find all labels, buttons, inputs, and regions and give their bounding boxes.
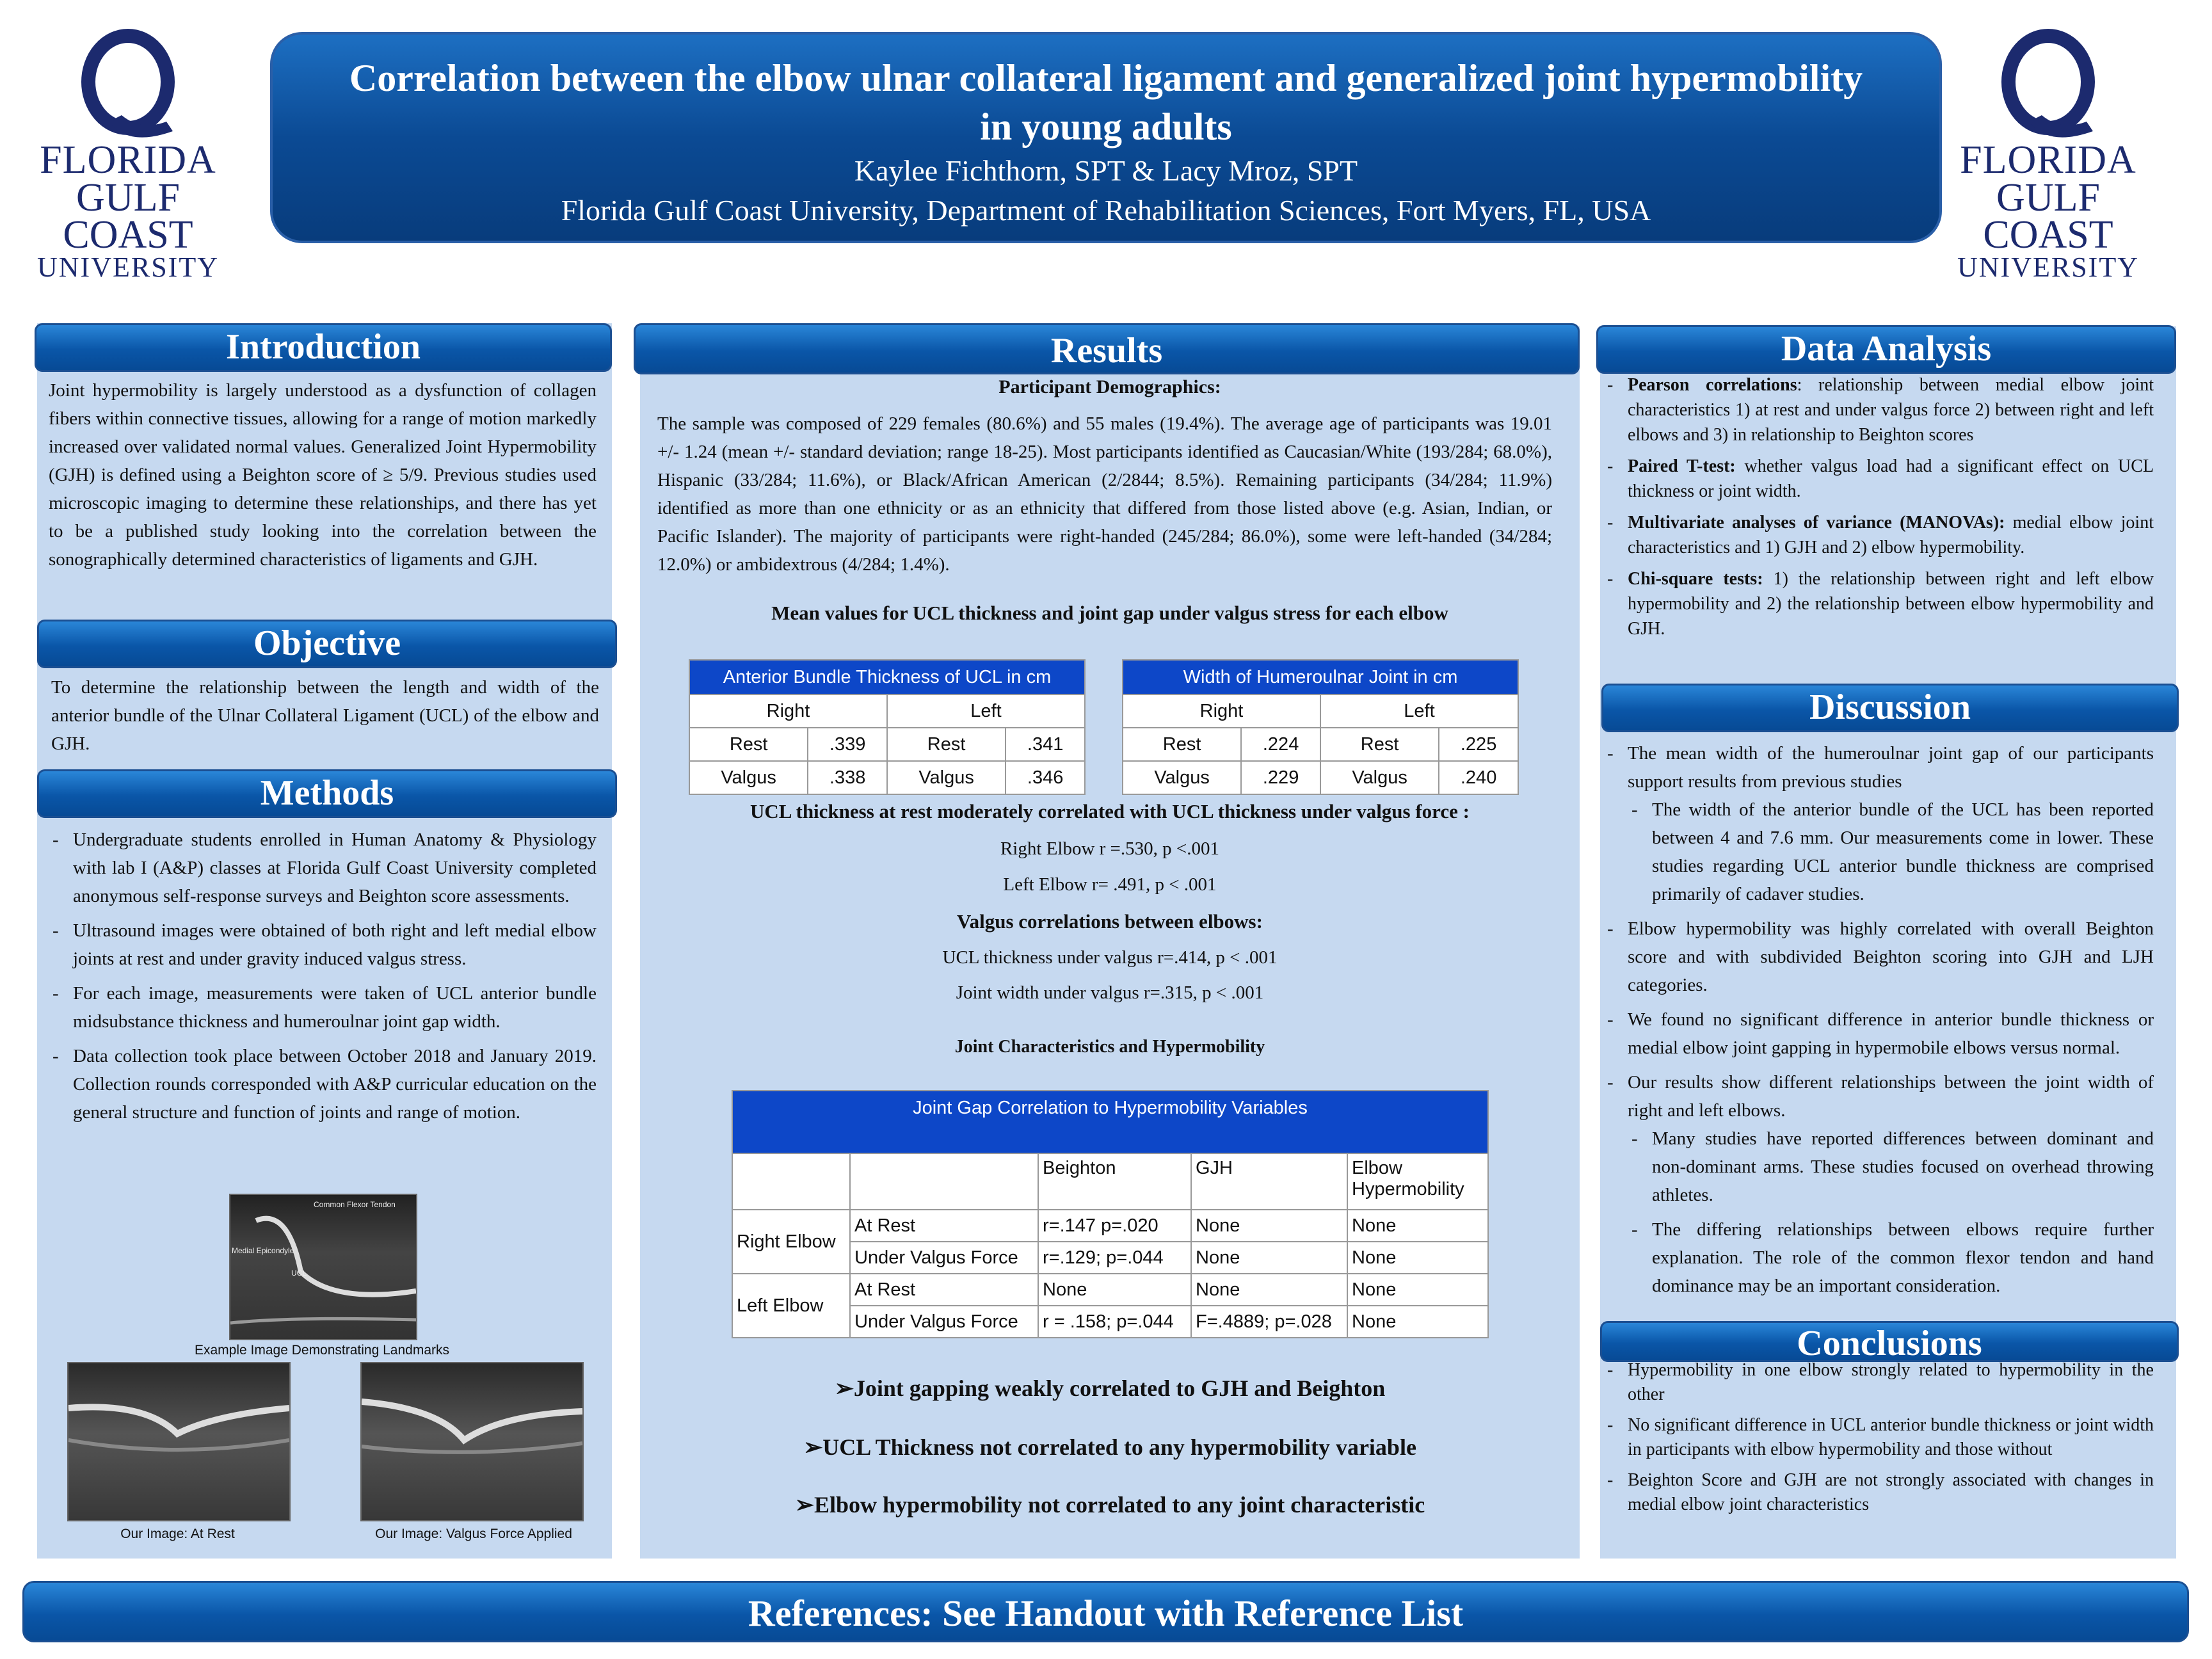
methods-heading: Methods [37,769,617,818]
finding-text: Elbow hypermobility not correlated to any joint characteristic [813,1492,1425,1518]
list-item [1603,373,2154,447]
methods-list [49,826,597,1126]
eagle-q-icon [1991,26,2106,141]
finding-text: UCL Thickness not correlated to any hypermobility variable [822,1434,1416,1460]
conclusions-list [1603,1358,2154,1517]
list-item: - We found no significant difference in anterior bundle thickness or medial elbow joint gapping in hypermobile elbows versus normal. [1603,1006,2154,1062]
joint-characteristics-heading: Joint Characteristics and Hypermobility [954,1037,1265,1057]
university-logo-right [1952,26,2144,283]
table-row [1123,728,1518,761]
table-cell: Under Valgus Force [850,1242,1038,1274]
data-analysis-heading: Data Analysis [1596,325,2176,374]
label-medial-epicondyle: Medial Epicondyle [232,1246,294,1255]
table-cell: Under Valgus Force [850,1306,1038,1338]
table-header: Elbow Hypermobility [1347,1153,1488,1210]
correlation-left: Left Elbow r= .491, p < .001 [1003,874,1217,895]
arrow-icon: ➢ [794,1492,814,1518]
list-item-bold: Pearson correlations [1628,375,1797,395]
objective-heading: Objective [37,620,617,668]
discussion-heading: Discussion [1601,684,2179,732]
list-item: - Elbow hypermobility was highly correlated with overall Beighton score and with subdivided Beighton scoring into GJH and LJH categories. [1603,915,2154,999]
conclusions-heading: Conclusions [1600,1321,2179,1362]
logo-line3: UNIVERSITY [1957,252,2139,283]
list-item: - The width of the anterior bundle of the UCL has been reported between 4 and 7.6 mm. Our measurements come in lower. These studies regarding UCL anterior bundle thickness are comprised primarily of cadaver studies. [1628,796,2154,908]
list-item [1603,510,2154,560]
list-item-text: whether valgus load had a significant effect on UCL thickness or joint width. [1628,456,2154,501]
valgus-width: Joint width under valgus r=.315, p < .001 [956,982,1264,1003]
caption-example: Example Image Demonstrating Landmarks [194,1343,449,1358]
sub-list [1628,796,2154,908]
table-cell: .341 [1006,728,1085,761]
list-item-bold: Multivariate analyses of variance (MANOVAs): [1628,513,2005,533]
poster-title-line2: in young adults [980,106,1232,148]
list-item: - For each image, measurements were taken of UCL anterior bundle midsubstance thickness and humeroulnar joint gap width. [49,979,597,1036]
finding-1 [640,1375,1580,1402]
introduction-heading: Introduction [35,323,612,372]
table-header: GJH [1191,1153,1347,1210]
finding-2 [640,1434,1580,1461]
results-heading: Results [634,323,1580,374]
list-item: - The differing relationships between elbows require further explanation. The role of the common flexor tendon and hand dominance may be an important consideration. [1628,1215,2154,1300]
affiliation: Florida Gulf Coast University, Department of Rehabilitation Sciences, Fort Myers, FL, USA [561,194,1651,227]
table-cell: None [1347,1306,1488,1338]
table-cell: None [1191,1210,1347,1242]
table-cell: .225 [1439,728,1518,761]
ucl-thickness-table [689,659,1086,795]
table-cell: None [1347,1274,1488,1306]
arrow-icon: ➢ [834,1375,854,1401]
list-item [1603,739,2154,908]
table-cell: r=.129; p=.044 [1038,1242,1191,1274]
table-header: Left [887,694,1085,728]
table-header: Beighton [1038,1153,1191,1210]
table-cell: .240 [1439,761,1518,794]
discussion-list-wrap [1603,739,2154,1306]
table-cell [732,1153,850,1210]
table-cell: F=.4889; p=.028 [1191,1306,1347,1338]
table-row [1123,761,1518,794]
finding-3 [640,1491,1580,1518]
table-cell: Valgus [689,761,808,794]
valgus-thickness: UCL thickness under valgus r=.414, p < .001 [942,947,1278,968]
rest-ultrasound-image [67,1362,291,1521]
row-label-right-elbow: Right Elbow [732,1210,850,1274]
list-item-text: Our results show different relationships between the joint width of right and left elbows. [1628,1072,2154,1121]
list-item: - Hypermobility in one elbow strongly related to hypermobility in the other [1603,1358,2154,1407]
valgus-heading: Valgus correlations between elbows: [957,910,1263,933]
table-cell: .229 [1241,761,1320,794]
table-cell: Rest [689,728,808,761]
table-title: Anterior Bundle Thickness of UCL in cm [689,660,1085,694]
table-cell: None [1347,1210,1488,1242]
data-analysis-list [1603,373,2154,641]
table-title: Width of Humeroulnar Joint in cm [1123,660,1518,694]
table-cell: None [1038,1274,1191,1306]
poster-title-line1: Correlation between the elbow ulnar collateral ligament and generalized joint hypermobility [349,57,1863,99]
logo-line2: GULF COAST [1983,176,2113,257]
references-bar: References: See Handout with Reference List [22,1581,2189,1642]
authors: Kaylee Fichthorn, SPT & Lacy Mroz, SPT [854,154,1358,187]
table-title: Joint Gap Correlation to Hypermobility Variables [732,1091,1488,1153]
table-row [689,728,1085,761]
table-row [732,1210,1488,1242]
table-cell: Valgus [1123,761,1241,794]
table-cell: None [1191,1274,1347,1306]
objective-body: To determine the relationship between the length and width of the anterior bundle of the Ulnar Collateral Ligament (UCL) of the elbow and GJH. [51,677,599,754]
table-row [732,1274,1488,1306]
caption-rest: Our Image: At Rest [120,1527,235,1541]
list-item-text: The mean width of the humeroulnar joint gap of our participants support results from previous studies [1628,743,2154,792]
list-item: - No significant difference in UCL anterior bundle thickness or joint width in participants with elbow hypermobility and those without [1603,1413,2154,1462]
ultrasound-landmarks-graphic [230,1195,416,1339]
list-item-bold: Chi-square tests: [1628,569,1763,589]
example-ultrasound-image [229,1194,417,1340]
caption-valgus: Our Image: Valgus Force Applied [375,1527,572,1541]
logo-line1: FLORIDA [1960,138,2136,182]
table-cell: .338 [808,761,887,794]
correlation-heading: UCL thickness at rest moderately correlated with UCL thickness under valgus force : [750,800,1470,822]
list-item [1603,454,2154,504]
poster-title-box [270,32,1942,243]
list-item: - Many studies have reported differences between dominant and non-dominant arms. These studies focused on overhead throwing athletes. [1628,1125,2154,1209]
table-header: Right [689,694,887,728]
finding-text: Joint gapping weakly correlated to GJH and Beighton [853,1375,1386,1401]
demographics-heading: Participant Demographics: [998,376,1221,397]
ultrasound-rest-graphic [68,1363,289,1520]
joint-gap-correlation-table [732,1090,1489,1338]
table-cell: r=.147 p=.020 [1038,1210,1191,1242]
list-item: - Data collection took place between October 2018 and January 2019. Collection rounds corresponded with A&P curricular education on the general structure and function of joints and range of motion. [49,1042,597,1126]
table-cell [850,1153,1038,1210]
table-header: Left [1320,694,1518,728]
correlation-right: Right Elbow r =.530, p <.001 [1000,838,1220,859]
introduction-body: Joint hypermobility is largely understood as a dysfunction of collagen fibers within connective tissues, allowing for a range of motion markedly increased over validated normal values. Generalized Joint Hypermobility (GJH) is defined using a Beighton score of ≥ 5/9. Previous studies used microscopic imaging to determine these relationships, and there has yet to be a published study looking into the correlation between the sonographically determined characteristics of ligaments and GJH. [49,380,597,570]
list-item [1603,566,2154,641]
conclusions-list-wrap [1603,1358,2154,1523]
table-cell: Rest [887,728,1006,761]
table-cell: Valgus [887,761,1006,794]
list-item-text: 1) the relationship between right and left elbow hypermobility and 2) the relationship between elbow hypermobility and GJH. [1628,569,2154,639]
logo-line1: FLORIDA [40,138,216,182]
table-cell: None [1191,1242,1347,1274]
table-cell: .224 [1241,728,1320,761]
list-item-bold: Paired T-test: [1628,456,1736,476]
table-cell: At Rest [850,1210,1038,1242]
label-common-flexor: Common Flexor Tendon [314,1200,396,1209]
table-row [689,761,1085,794]
table-cell: Rest [1123,728,1241,761]
logo-line3: UNIVERSITY [37,252,219,283]
table-cell: Rest [1320,728,1439,761]
demographics-body: The sample was composed of 229 females (80.6%) and 55 males (19.4%). The average age of participants was 19.01 +/- 1.24 (mean +/- standard deviation; range 18-25). Most participants identified as Caucasian/White (193/284; 68.0%), Hispanic (33/284; 11.6%), or Black/African American (2/2844; 8.5%). Remaining participants (34/284; 11.9%) identified as more than one ethnicity or as an ethnicity that differed from those listed above (e.g. Asian, Indian, or Pacific Islander). The majority of participants were right-handed (245/284; 86.0%), some were left-handed (34/284; 12.0%) or ambidextrous (4/284; 1.4%). [657,413,1552,575]
list-item-text: medial elbow joint characteristics and 1) GJH and 2) elbow hypermobility. [1628,513,2154,557]
table-cell: .339 [808,728,887,761]
label-ucl: UCL [291,1269,307,1278]
university-logo-left [32,26,224,283]
valgus-ultrasound-image [360,1362,584,1521]
list-item: - Beighton Score and GJH are not strongly associated with changes in medial elbow joint characteristics [1603,1468,2154,1517]
methods-list-wrap [49,826,597,1133]
row-label-left-elbow: Left Elbow [732,1274,850,1338]
arrow-icon: ➢ [803,1434,823,1460]
ultrasound-valgus-graphic [362,1363,582,1520]
sub-list [1628,1125,2154,1300]
logo-line2: GULF COAST [63,176,193,257]
table-cell: .346 [1006,761,1085,794]
list-item: - Ultrasound images were obtained of both right and left medial elbow joints at rest and under gravity induced valgus stress. [49,917,597,973]
data-analysis-list-wrap [1603,373,2154,648]
table-header: Right [1123,694,1320,728]
table-cell: At Rest [850,1274,1038,1306]
list-item-text: : relationship between medial elbow joint characteristics 1) at rest and under valgus force 2) between right and left elbows and 3) in relationship to Beighton scores [1628,375,2154,445]
list-item: - Undergraduate students enrolled in Human Anatomy & Physiology with lab I (A&P) classes at Florida Gulf Coast University completed anonymous self-response surveys and Beighton score assessments. [49,826,597,910]
discussion-list [1603,739,2154,1300]
table-cell: Valgus [1320,761,1439,794]
table-cell: None [1347,1242,1488,1274]
eagle-q-icon [70,26,186,141]
means-heading: Mean values for UCL thickness and joint gap under valgus stress for each elbow [771,602,1448,624]
joint-width-table [1122,659,1519,795]
table-cell: r = .158; p=.044 [1038,1306,1191,1338]
list-item [1603,1068,2154,1300]
